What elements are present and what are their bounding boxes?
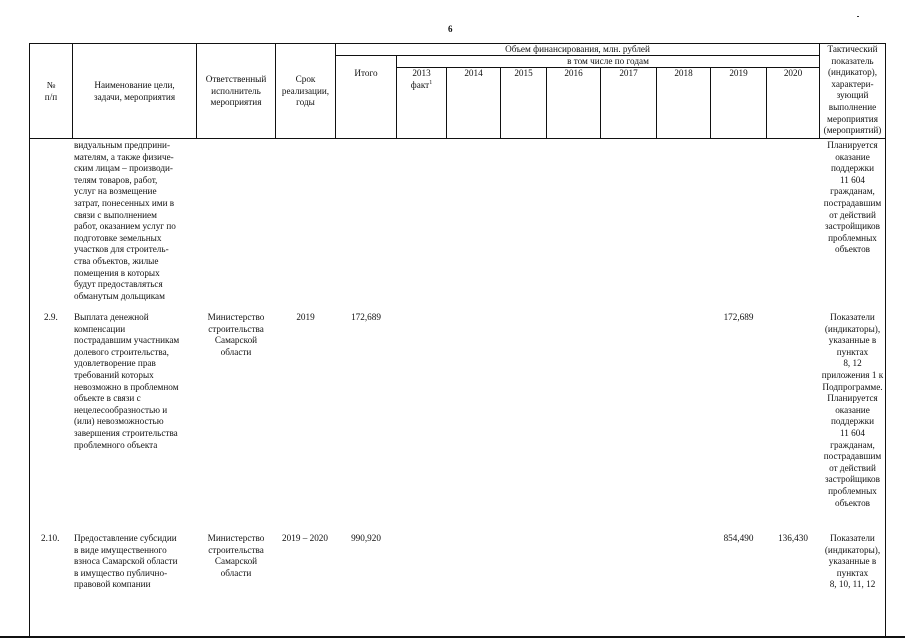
header-year-2015: 2015	[514, 68, 533, 78]
row-year-2019: 854,490	[723, 533, 754, 543]
row-year-2020: 136,430	[778, 533, 808, 543]
header-year-2020: 2020	[783, 68, 803, 78]
header-year-2018: 2018	[674, 68, 693, 78]
row-indicator: Планируется оказание поддержки 11 604 гражданам, пострадавшим от действий застройщиков проблемных объектов	[823, 140, 882, 255]
row-num: 2.9.	[44, 312, 58, 322]
row-indicator: Показатели (индикаторы), указанные в пунктах 8, 10, 11, 12	[824, 533, 881, 590]
row-name: Выплата денежной компенсации пострадавшим участникам долевого строительства, удовлетворение прав требований которых невозможно в проблемном объекте в связи с нецелесообразностью и (или) невозможностью завершения строительства проблемного объекта	[74, 312, 180, 450]
page-number: 6	[448, 24, 453, 34]
header-num: № п/п	[44, 80, 58, 102]
header-indicator: Тактический показатель (индикатор), характери- зующий выполнение мероприятия (мероприятий)	[823, 44, 882, 136]
row-name: Предоставление субсидии в виде имущественного взноса Самарской области в имущество публично- правовой компании	[74, 533, 178, 590]
row-num: 2.10.	[41, 533, 60, 543]
header-year-2013-label: 2013 факт	[410, 68, 431, 90]
row-total: 990,920	[351, 533, 381, 543]
header-year-2013	[397, 68, 446, 91]
header-executor: Ответственный исполнитель мероприятия	[205, 74, 267, 108]
row-executor: Министерство строительства Самарской области	[207, 533, 265, 578]
header-name: Наименование цели, задачи, мероприятия	[93, 80, 176, 102]
header-by-years: в том числе по годам	[567, 56, 649, 66]
header-year-2017: 2017	[619, 68, 638, 78]
scan-speck	[857, 16, 859, 17]
row-term: 2019	[296, 312, 315, 322]
header-year-2016: 2016	[564, 68, 583, 78]
header-term: Срок реализации, годы	[281, 74, 330, 108]
header-year-2019: 2019	[729, 68, 748, 78]
header-year-2014: 2014	[464, 68, 483, 78]
footnote-mark: 1	[429, 79, 433, 86]
row-name: видуальным предприни- мателям, а также физиче- ским лицам – производи- телям товаров, работ, услуг на возмещение затрат, понесенных ими в связи с выполнением работ, оказанием услуг по подготовке земельных участков для строитель- ства объектов, жилые помещения в которых будут предоставляться обманутым дольщикам	[74, 140, 176, 301]
header-financing: Объем финансирования, млн. рублей	[505, 44, 650, 54]
row-total: 172,689	[351, 312, 381, 322]
row-term: 2019 – 2020	[282, 533, 328, 543]
row-executor: Министерство строительства Самарской области	[207, 312, 265, 357]
header-total: Итого	[354, 68, 378, 78]
row-year-2019: 172,689	[723, 312, 754, 322]
row-indicator: Показатели (индикаторы), указанные в пунктах 8, 12 приложения 1 к Подпрограмме. Планируется оказание поддержки 11 604 гражданам, пострадавшим от действий застройщиков проблемных объектов	[821, 312, 884, 508]
page-bottom-border	[0, 636, 905, 638]
